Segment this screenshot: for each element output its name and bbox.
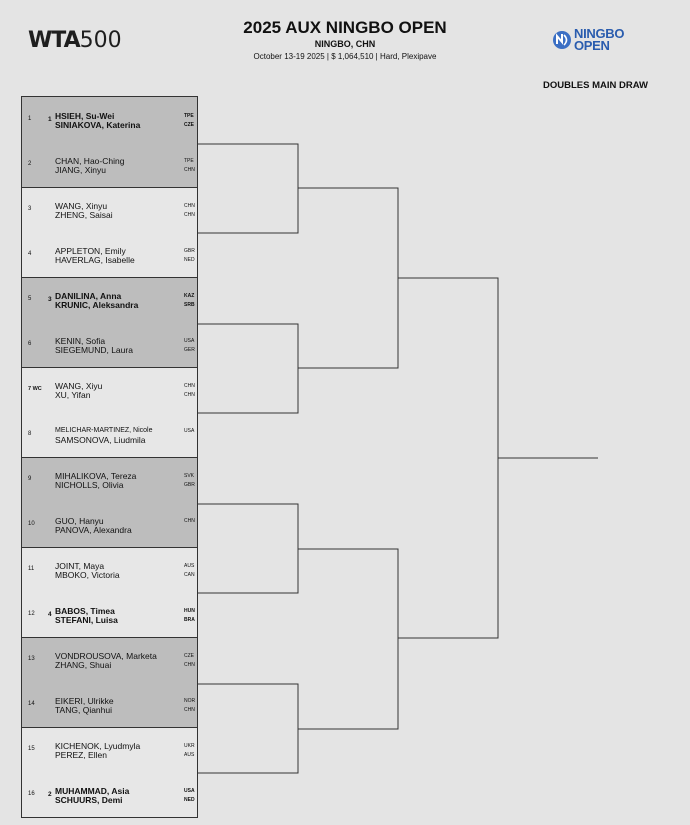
slot-nation1: USA (184, 428, 195, 434)
slot-player1: WANG, Xinyu (55, 201, 108, 211)
bracket-r2-4 (198, 684, 298, 773)
slot-seed: 3 (48, 296, 52, 303)
tournament-location: NINGBO, CHN (314, 39, 376, 49)
slot-position: 1 (28, 116, 32, 122)
slot-player2: ZHANG, Shuai (55, 660, 112, 670)
slot-nation1: USA (184, 788, 195, 794)
slot-position: 6 (28, 341, 32, 347)
slot-position: 10 (28, 521, 35, 527)
slot-nation2: GER (184, 347, 195, 353)
slot-player1: MUHAMMAD, Asia (55, 786, 130, 796)
slot-player2: MBOKO, Victoria (55, 570, 120, 580)
slot-player2: HAVERLAG, Isabelle (55, 255, 135, 265)
slot-player2: TANG, Qianhui (55, 705, 113, 715)
slot-seed: 4 (48, 611, 52, 618)
bracket-r2-3 (198, 504, 298, 593)
slot-nation2: GBR (184, 482, 195, 488)
bracket-qf-1 (298, 188, 398, 368)
slot-position: 8 (28, 431, 32, 437)
tournament-title: 2025 AUX NINGBO OPEN (243, 18, 447, 37)
slot-player1: DANILINA, Anna (55, 291, 122, 301)
slot-player1: VONDROUSOVA, Marketa (55, 651, 157, 661)
bracket-sf (398, 278, 498, 638)
slot-position: 2 (28, 161, 32, 167)
slot-player2: ZHENG, Saisai (55, 210, 113, 220)
slot-seed: 2 (48, 791, 52, 798)
slot-position: 7 WC (28, 386, 42, 392)
slot-player1: KENIN, Sofia (55, 336, 106, 346)
slot-nation2: CHN (184, 707, 195, 713)
slot-position: 12 (28, 611, 35, 617)
slot-player1: MIHALIKOVA, Tereza (55, 471, 137, 481)
slot-player1: BABOS, Timea (55, 606, 115, 616)
slot-player2: PANOVA, Alexandra (55, 525, 132, 535)
slot-player2: PEREZ, Ellen (55, 750, 107, 760)
slot-nation2: SRB (184, 302, 195, 308)
slot-player2: NICHOLLS, Olivia (55, 480, 124, 490)
slot-player2: SINIAKOVA, Katerina (55, 120, 141, 130)
slot-position: 13 (28, 656, 35, 662)
slot-nation1: CHN (184, 383, 195, 389)
tournament-info: October 13-19 2025 | $ 1,064,510 | Hard, Plexipave (253, 52, 437, 61)
slot-seed: 1 (48, 116, 52, 123)
slot-position: 5 (28, 296, 32, 302)
bracket-qf-2 (298, 549, 398, 729)
bracket-r2-1 (198, 144, 298, 233)
slot-nation1: SVK (184, 473, 195, 479)
slot-position: 9 (28, 476, 32, 482)
wta-logo-text: WTA (28, 28, 80, 53)
slot-player2: SCHUURS, Demi (55, 795, 123, 805)
slot-player1: CHAN, Hao-Ching (55, 156, 125, 166)
slot-nation1: KAZ (184, 293, 195, 299)
slot-nation1: CZE (184, 653, 194, 659)
slot-nation2: CZE (184, 122, 194, 128)
slot-player2: XU, Yifan (55, 390, 91, 400)
slot-position: 4 (28, 251, 32, 257)
sponsor-line2: OPEN (574, 38, 610, 53)
slot-nation1: NOR (184, 698, 196, 704)
slot-player2: SIEGEMUND, Laura (55, 345, 133, 355)
sponsor-line1: NINGBO (574, 26, 625, 41)
draw-type-label: DOUBLES MAIN DRAW (543, 80, 649, 91)
slot-nation1: USA (184, 338, 195, 344)
slot-nation2: AUS (184, 752, 195, 758)
slot-nation1: CHN (184, 203, 195, 209)
slot-nation2: CHN (184, 212, 195, 218)
slot-nation1: GBR (184, 248, 195, 254)
wta-logo-number: 500 (79, 28, 122, 53)
slot-position: 16 (28, 791, 35, 797)
slot-nation1: TPE (184, 113, 194, 119)
slot-nation1: HUN (184, 608, 195, 614)
bracket-r2-2 (198, 324, 298, 413)
slot-player1: MELICHAR-MARTINEZ, Nicole (55, 427, 153, 434)
slot-position: 15 (28, 746, 35, 752)
slot-nation1: CHN (184, 518, 195, 524)
slot-player1: JOINT, Maya (55, 561, 105, 571)
slot-nation2: CHN (184, 662, 195, 668)
slot-nation2: CHN (184, 167, 195, 173)
slot-player1: HSIEH, Su-Wei (55, 111, 115, 121)
slot-player2: KRUNIC, Aleksandra (55, 300, 139, 310)
slot-nation1: TPE (184, 158, 194, 164)
slot-player1: EIKERI, Ulrikke (55, 696, 114, 706)
slot-nation1: AUS (184, 563, 195, 569)
slot-nation2: NED (184, 257, 195, 263)
slot-player1: GUO, Hanyu (55, 516, 104, 526)
slot-nation2: CAN (184, 572, 195, 578)
slot-player1: KICHENOK, Lyudmyla (55, 741, 141, 751)
slot-nation1: UKR (184, 743, 195, 749)
slot-player1: APPLETON, Emily (55, 246, 126, 256)
slot-position: 14 (28, 701, 35, 707)
slot-player2: SAMSONOVA, Liudmila (55, 435, 146, 445)
slot-player1: WANG, Xiyu (55, 381, 103, 391)
slot-player2: JIANG, Xinyu (55, 165, 107, 175)
slot-position: 3 (28, 206, 32, 212)
slot-nation2: CHN (184, 392, 195, 398)
slot-player2: STEFANI, Luisa (55, 615, 118, 625)
slot-nation2: BRA (184, 617, 195, 623)
slot-nation2: NED (184, 797, 195, 803)
slot-position: 11 (28, 566, 35, 572)
